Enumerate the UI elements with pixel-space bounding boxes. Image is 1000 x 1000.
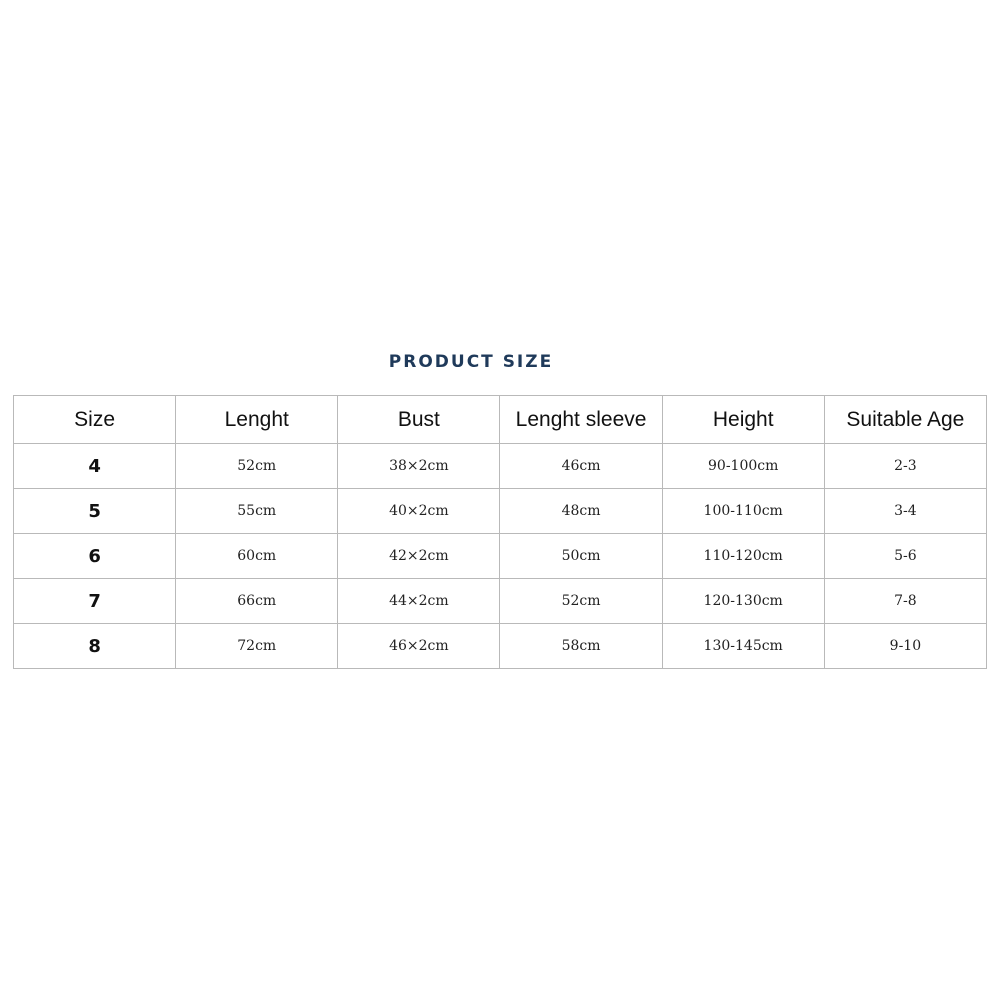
- height-cell: 120-130cm: [662, 579, 824, 624]
- table-header-row: [14, 396, 987, 444]
- sleeve-cell: 58cm: [500, 624, 662, 669]
- size-cell: 5: [14, 489, 176, 534]
- size-cell: 8: [14, 624, 176, 669]
- table-row: [14, 624, 987, 669]
- length-cell: 60cm: [176, 534, 338, 579]
- table-row: [14, 534, 987, 579]
- header-bust: Bust: [338, 396, 500, 444]
- size-cell: 6: [14, 534, 176, 579]
- table-row: [14, 489, 987, 534]
- age-cell: 9-10: [824, 624, 986, 669]
- sleeve-cell: 52cm: [500, 579, 662, 624]
- length-cell: 55cm: [176, 489, 338, 534]
- size-table: [13, 395, 987, 669]
- age-cell: 3-4: [824, 489, 986, 534]
- height-cell: 130-145cm: [662, 624, 824, 669]
- bust-cell: 46×2cm: [338, 624, 500, 669]
- header-height: Height: [662, 396, 824, 444]
- header-size: Size: [14, 396, 176, 444]
- sleeve-cell: 50cm: [500, 534, 662, 579]
- page-title: PRODUCT SIZE: [388, 352, 554, 372]
- table-row: [14, 579, 987, 624]
- height-cell: 100-110cm: [662, 489, 824, 534]
- length-cell: 72cm: [176, 624, 338, 669]
- age-cell: 2-3: [824, 444, 986, 489]
- height-cell: 90-100cm: [662, 444, 824, 489]
- bust-cell: 40×2cm: [338, 489, 500, 534]
- length-cell: 52cm: [176, 444, 338, 489]
- height-cell: 110-120cm: [662, 534, 824, 579]
- header-length-sleeve: Lenght sleeve: [500, 396, 662, 444]
- size-cell: 4: [14, 444, 176, 489]
- sleeve-cell: 46cm: [500, 444, 662, 489]
- table-row: [14, 444, 987, 489]
- age-cell: 7-8: [824, 579, 986, 624]
- length-cell: 66cm: [176, 579, 338, 624]
- header-length: Lenght: [176, 396, 338, 444]
- sleeve-cell: 48cm: [500, 489, 662, 534]
- header-suitable-age: Suitable Age: [824, 396, 986, 444]
- bust-cell: 38×2cm: [338, 444, 500, 489]
- bust-cell: 44×2cm: [338, 579, 500, 624]
- bust-cell: 42×2cm: [338, 534, 500, 579]
- age-cell: 5-6: [824, 534, 986, 579]
- size-cell: 7: [14, 579, 176, 624]
